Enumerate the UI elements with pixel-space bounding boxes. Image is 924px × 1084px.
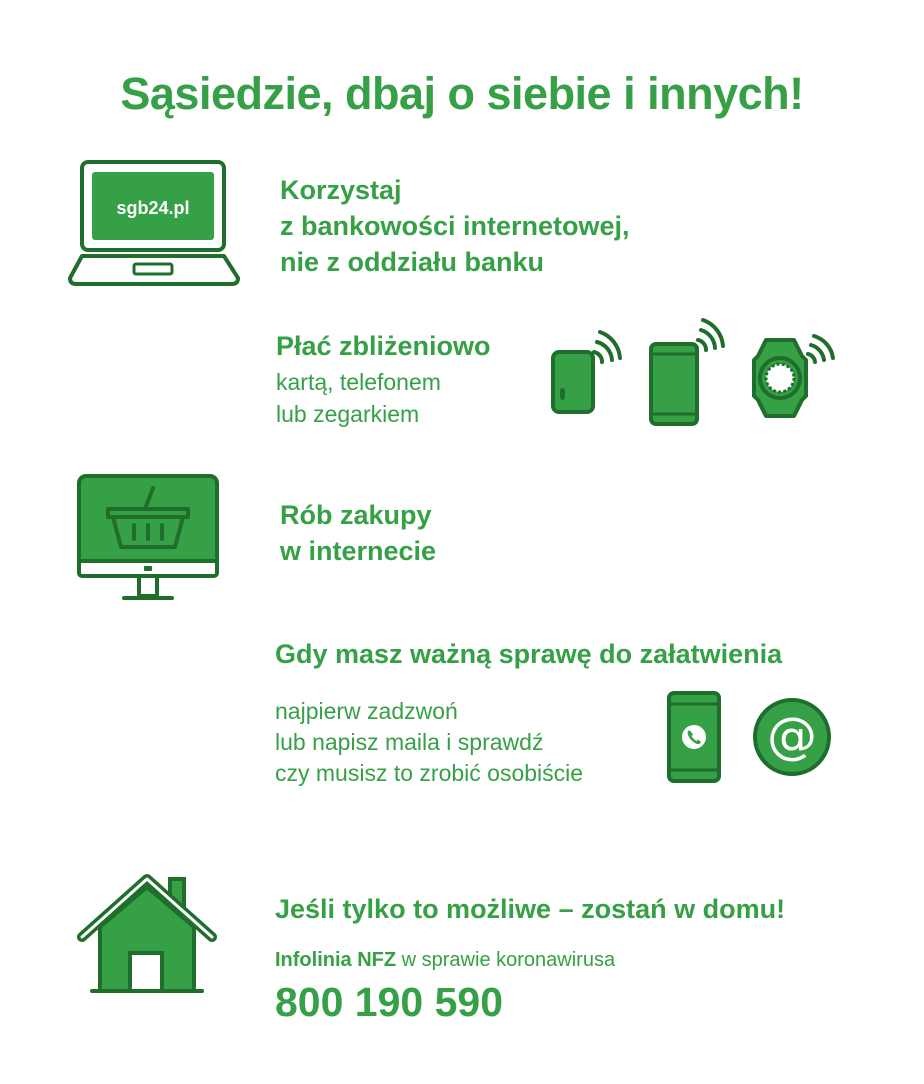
email-at-icon	[752, 697, 832, 777]
svg-text:@: @	[767, 707, 817, 765]
desktop-basket-icon	[76, 473, 220, 603]
contactless-text: kartą, telefonem lub zegarkiem	[276, 369, 441, 427]
page-title: Sąsiedzie, dbaj o siebie i innych!	[120, 68, 804, 119]
stay-home-heading: Jeśli tylko to możliwe – zostań w domu!	[275, 894, 786, 924]
shopping-text: Rób zakupy w internecie	[280, 500, 437, 566]
hotline-label: Infolinia NFZ	[275, 949, 397, 971]
matters-heading: Gdy masz ważną sprawę do załatwienia	[275, 639, 783, 669]
laptop-screen-text: sgb24.pl	[116, 198, 190, 218]
matters-text: najpierw zadzwoń lub napisz maila i sprawdź czy musisz to zrobić osobiście	[275, 698, 584, 786]
contactless-card-icon	[550, 324, 622, 416]
contactless-heading: Płać zbliżeniowo	[276, 331, 491, 361]
banking-text: Korzystaj z bankowości internetowej, nie z oddziału banku	[280, 175, 630, 277]
hotline-text: w sprawie koronawirusa	[396, 949, 616, 971]
house-icon	[78, 875, 216, 995]
laptop-icon	[68, 160, 240, 288]
contactless-watch-icon	[744, 334, 840, 424]
hotline-info	[275, 946, 615, 974]
phone-call-icon	[666, 690, 724, 786]
contactless-phone-icon	[648, 316, 724, 428]
hotline-number: 800 190 590	[275, 979, 504, 1025]
